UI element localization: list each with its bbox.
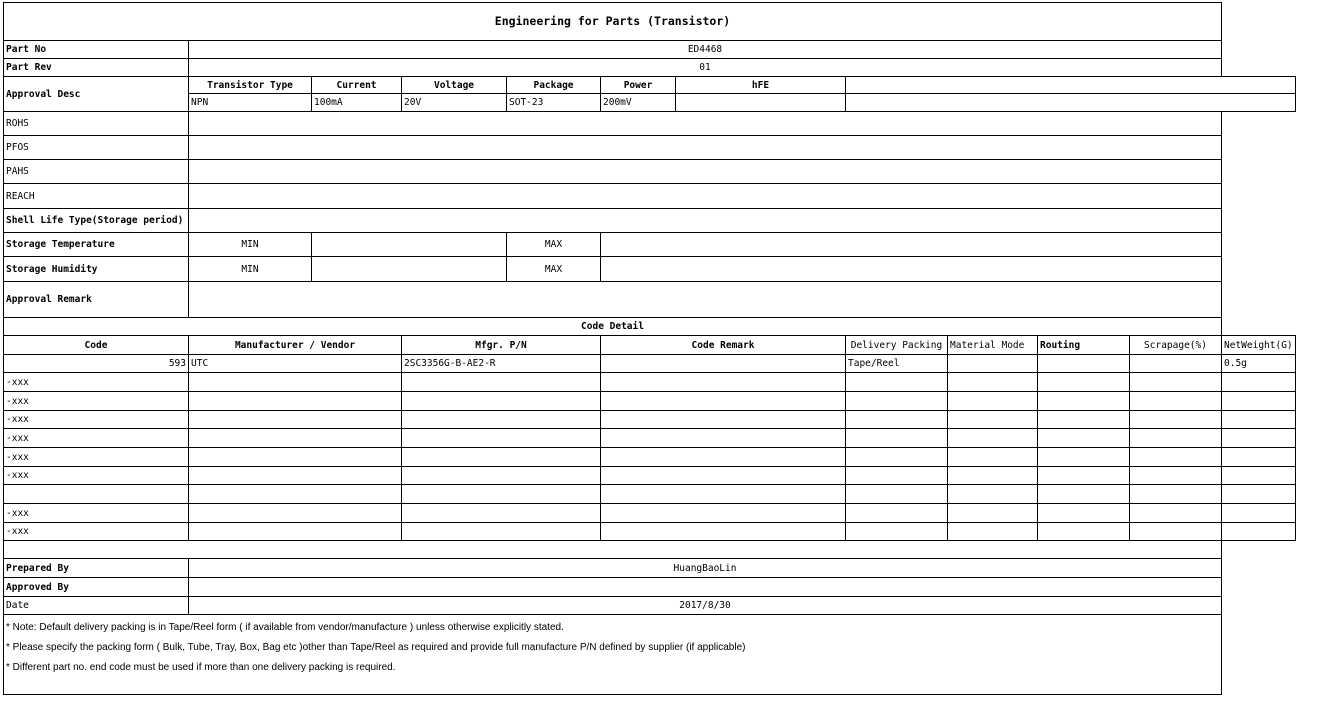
date-value[interactable]: 2017/8/30: [189, 597, 1222, 615]
approval-desc-value[interactable]: 20V: [402, 94, 507, 112]
approval-desc-header: hFE: [676, 77, 846, 94]
code-detail-cell[interactable]: [1038, 448, 1130, 467]
code-detail-cell[interactable]: [402, 373, 601, 392]
storage-humidity-min-value[interactable]: [312, 257, 507, 282]
code-detail-cell[interactable]: [948, 429, 1038, 448]
code-detail-header: Code Remark: [601, 336, 846, 355]
code-detail-cell[interactable]: [1222, 523, 1296, 541]
pfos-label: PFOS: [4, 136, 189, 160]
approval-desc-header: Current: [312, 77, 402, 94]
note-line: * Different part no. end code must be used if more than one delivery packing is required.: [6, 662, 396, 673]
code-detail-cell[interactable]: [1222, 373, 1296, 392]
code-detail-cell[interactable]: -xxx: [4, 523, 189, 541]
code-detail-cell[interactable]: [601, 467, 846, 485]
part-no-value[interactable]: ED4468: [189, 41, 1222, 59]
code-detail-row: [4, 429, 1296, 448]
storage-temperature-min-label: MIN: [189, 233, 312, 257]
approval-remark-value[interactable]: [189, 282, 1222, 318]
code-detail-header: Delivery Packing: [846, 336, 948, 355]
pahs-value[interactable]: [189, 160, 1222, 184]
note-line: * Please specify the packing form ( Bulk, Tube, Tray, Box, Bag etc )other than Tape/Reel as required and provide full manufacture P/N defined by supplier (if applicable): [6, 642, 746, 653]
code-detail-cell[interactable]: 593: [4, 355, 189, 373]
code-detail-cell[interactable]: [948, 504, 1038, 523]
code-detail-cell[interactable]: [601, 355, 846, 373]
approved-by-label: Approved By: [4, 578, 189, 597]
date-label: Date: [4, 597, 189, 615]
code-detail-cell[interactable]: [601, 485, 846, 504]
code-detail-cell[interactable]: Tape/Reel: [846, 355, 948, 373]
code-detail-cell[interactable]: -xxx: [4, 411, 189, 429]
code-detail-cell[interactable]: [1038, 392, 1130, 411]
approval-desc-blank: [846, 77, 1296, 94]
code-detail-cell[interactable]: [601, 411, 846, 429]
code-detail-row: [4, 448, 1296, 467]
rohs-value[interactable]: [189, 112, 1222, 136]
code-detail-cell[interactable]: -xxx: [4, 504, 189, 523]
code-detail-cell[interactable]: [1130, 467, 1222, 485]
code-detail-cell[interactable]: 0.5g: [1222, 355, 1296, 373]
code-detail-cell[interactable]: [1038, 411, 1130, 429]
code-detail-cell[interactable]: [846, 523, 948, 541]
code-detail-cell[interactable]: [1130, 355, 1222, 373]
approved-by-value[interactable]: [189, 578, 1222, 597]
approval-desc-header: Package: [507, 77, 601, 94]
code-detail-cell[interactable]: [402, 467, 601, 485]
code-detail-cell[interactable]: [1130, 373, 1222, 392]
code-detail-cell[interactable]: [948, 448, 1038, 467]
code-detail-row: [4, 467, 1296, 485]
code-detail-cell[interactable]: [1038, 485, 1130, 504]
code-detail-cell[interactable]: [1222, 411, 1296, 429]
code-detail-cell[interactable]: [1222, 485, 1296, 504]
storage-humidity-max-label: MAX: [507, 257, 601, 282]
code-detail-cell[interactable]: [402, 411, 601, 429]
code-detail-cell[interactable]: [846, 485, 948, 504]
code-detail-cell[interactable]: -xxx: [4, 448, 189, 467]
code-detail-cell[interactable]: [846, 429, 948, 448]
code-detail-cell[interactable]: [1222, 467, 1296, 485]
code-detail-spacer: [4, 541, 1296, 559]
code-detail-row: [4, 523, 1296, 541]
code-detail-cell[interactable]: [846, 373, 948, 392]
code-detail-header: Mfgr. P/N: [402, 336, 601, 355]
code-detail-cell[interactable]: [1038, 373, 1130, 392]
code-detail-header: Code: [4, 336, 189, 355]
approval-desc-header: Transistor Type: [189, 77, 312, 94]
storage-temperature-min-value[interactable]: [312, 233, 507, 257]
storage-temperature-max-label: MAX: [507, 233, 601, 257]
code-detail-row: [4, 355, 1296, 373]
notes-block: [4, 615, 1222, 695]
code-detail-cell[interactable]: [189, 411, 402, 429]
code-detail-cell[interactable]: [948, 355, 1038, 373]
code-detail-cell[interactable]: [846, 504, 948, 523]
code-detail-cell[interactable]: [846, 467, 948, 485]
code-detail-cell[interactable]: -xxx: [4, 392, 189, 411]
code-detail-cell[interactable]: [189, 504, 402, 523]
sheet-title: Engineering for Parts (Transistor): [4, 3, 1222, 41]
code-detail-cell[interactable]: [948, 467, 1038, 485]
code-detail-cell[interactable]: [189, 467, 402, 485]
approval-desc-value[interactable]: 100mA: [312, 94, 402, 112]
code-detail-cell[interactable]: [1038, 355, 1130, 373]
code-detail-cell[interactable]: UTC: [189, 355, 402, 373]
prepared-by-label: Prepared By: [4, 559, 189, 578]
code-detail-rows: [4, 355, 1296, 559]
code-detail-cell[interactable]: [402, 392, 601, 411]
code-detail-cell[interactable]: [846, 448, 948, 467]
code-detail-cell[interactable]: [189, 373, 402, 392]
code-detail-row: [4, 392, 1296, 411]
code-detail-cell[interactable]: [1130, 523, 1222, 541]
approval-desc-value[interactable]: SOT-23: [507, 94, 601, 112]
part-no-label: Part No: [4, 41, 189, 59]
code-detail-cell[interactable]: [1130, 504, 1222, 523]
code-detail-header: Routing: [1038, 336, 1130, 355]
code-detail-cell[interactable]: -xxx: [4, 373, 189, 392]
code-detail-cell[interactable]: [601, 429, 846, 448]
code-detail-title: Code Detail: [4, 318, 1222, 336]
approval-desc-value[interactable]: NPN: [189, 94, 312, 112]
code-detail-cell[interactable]: [1222, 504, 1296, 523]
storage-humidity-label: Storage Humidity: [4, 257, 189, 282]
code-detail-cell[interactable]: [948, 411, 1038, 429]
storage-temperature-max-value[interactable]: [601, 233, 1222, 257]
code-detail-row: [4, 485, 1296, 504]
code-detail-cell[interactable]: [948, 485, 1038, 504]
shelf-life-label: Shell Life Type(Storage period): [4, 209, 189, 233]
code-detail-cell[interactable]: [948, 523, 1038, 541]
note-line: * Note: Default delivery packing is in Tape/Reel form ( if available from vendor/manufacture ) unless otherwise explicitly stated.: [6, 622, 564, 633]
code-detail-cell[interactable]: [1222, 392, 1296, 411]
code-detail-cell[interactable]: [189, 448, 402, 467]
code-detail-cell[interactable]: [601, 504, 846, 523]
code-detail-cell[interactable]: [189, 523, 402, 541]
storage-temperature-label: Storage Temperature: [4, 233, 189, 257]
code-detail-cell[interactable]: [1130, 392, 1222, 411]
code-detail-cell[interactable]: [402, 504, 601, 523]
pfos-value[interactable]: [189, 136, 1222, 160]
code-detail-cell[interactable]: [601, 392, 846, 411]
storage-humidity-min-label: MIN: [189, 257, 312, 282]
code-detail-row: [4, 411, 1296, 429]
code-detail-cell[interactable]: [402, 448, 601, 467]
code-detail-cell[interactable]: [1038, 429, 1130, 448]
reach-label: REACH: [4, 184, 189, 209]
code-detail-cell[interactable]: [402, 485, 601, 504]
code-detail-cell[interactable]: [601, 373, 846, 392]
part-rev-value[interactable]: 01: [189, 59, 1222, 77]
code-detail-cell[interactable]: [1222, 429, 1296, 448]
code-detail-cell[interactable]: [189, 429, 402, 448]
code-detail-cell[interactable]: [846, 411, 948, 429]
approval-desc-header: Voltage: [402, 77, 507, 94]
code-detail-cell[interactable]: [189, 392, 402, 411]
pahs-label: PAHS: [4, 160, 189, 184]
approval-desc-blank: [846, 94, 1296, 112]
code-detail-cell[interactable]: -xxx: [4, 467, 189, 485]
code-detail-header: Material Mode: [948, 336, 1038, 355]
engineering-parts-sheet: [3, 2, 1296, 695]
code-detail-cell[interactable]: [1130, 411, 1222, 429]
code-detail-cell[interactable]: [4, 485, 189, 504]
code-detail-cell[interactable]: [1222, 448, 1296, 467]
approval-desc-label: Approval Desc: [4, 77, 189, 112]
code-detail-header: Manufacturer / Vendor: [189, 336, 402, 355]
code-detail-cell[interactable]: [1130, 448, 1222, 467]
code-detail-cell[interactable]: [948, 392, 1038, 411]
code-detail-cell[interactable]: [402, 429, 601, 448]
spacer-cell: [4, 541, 1222, 559]
approval-desc-value[interactable]: [676, 94, 846, 112]
approval-remark-label: Approval Remark: [4, 282, 189, 318]
code-detail-row: [4, 373, 1296, 392]
code-detail-cell[interactable]: [846, 392, 948, 411]
code-detail-cell[interactable]: [189, 485, 402, 504]
part-rev-label: Part Rev: [4, 59, 189, 77]
rohs-label: ROHS: [4, 112, 189, 136]
code-detail-cell[interactable]: [601, 448, 846, 467]
reach-value[interactable]: [189, 184, 1222, 209]
code-detail-cell[interactable]: [601, 523, 846, 541]
code-detail-cell[interactable]: [1038, 523, 1130, 541]
prepared-by-value[interactable]: HuangBaoLin: [189, 559, 1222, 578]
code-detail-header: Scrapage(%): [1130, 336, 1222, 355]
code-detail-cell[interactable]: [948, 373, 1038, 392]
code-detail-header: NetWeight(G): [1222, 336, 1296, 355]
approval-desc-value[interactable]: 200mV: [601, 94, 676, 112]
storage-humidity-max-value[interactable]: [601, 257, 1222, 282]
code-detail-cell[interactable]: [1038, 504, 1130, 523]
shelf-life-value[interactable]: [189, 209, 1222, 233]
code-detail-row: [4, 504, 1296, 523]
code-detail-cell[interactable]: [1130, 485, 1222, 504]
code-detail-cell[interactable]: -xxx: [4, 429, 189, 448]
code-detail-cell[interactable]: 2SC3356G-B-AE2-R: [402, 355, 601, 373]
approval-desc-header: Power: [601, 77, 676, 94]
code-detail-cell[interactable]: [1038, 467, 1130, 485]
code-detail-cell[interactable]: [402, 523, 601, 541]
code-detail-cell[interactable]: [1130, 429, 1222, 448]
